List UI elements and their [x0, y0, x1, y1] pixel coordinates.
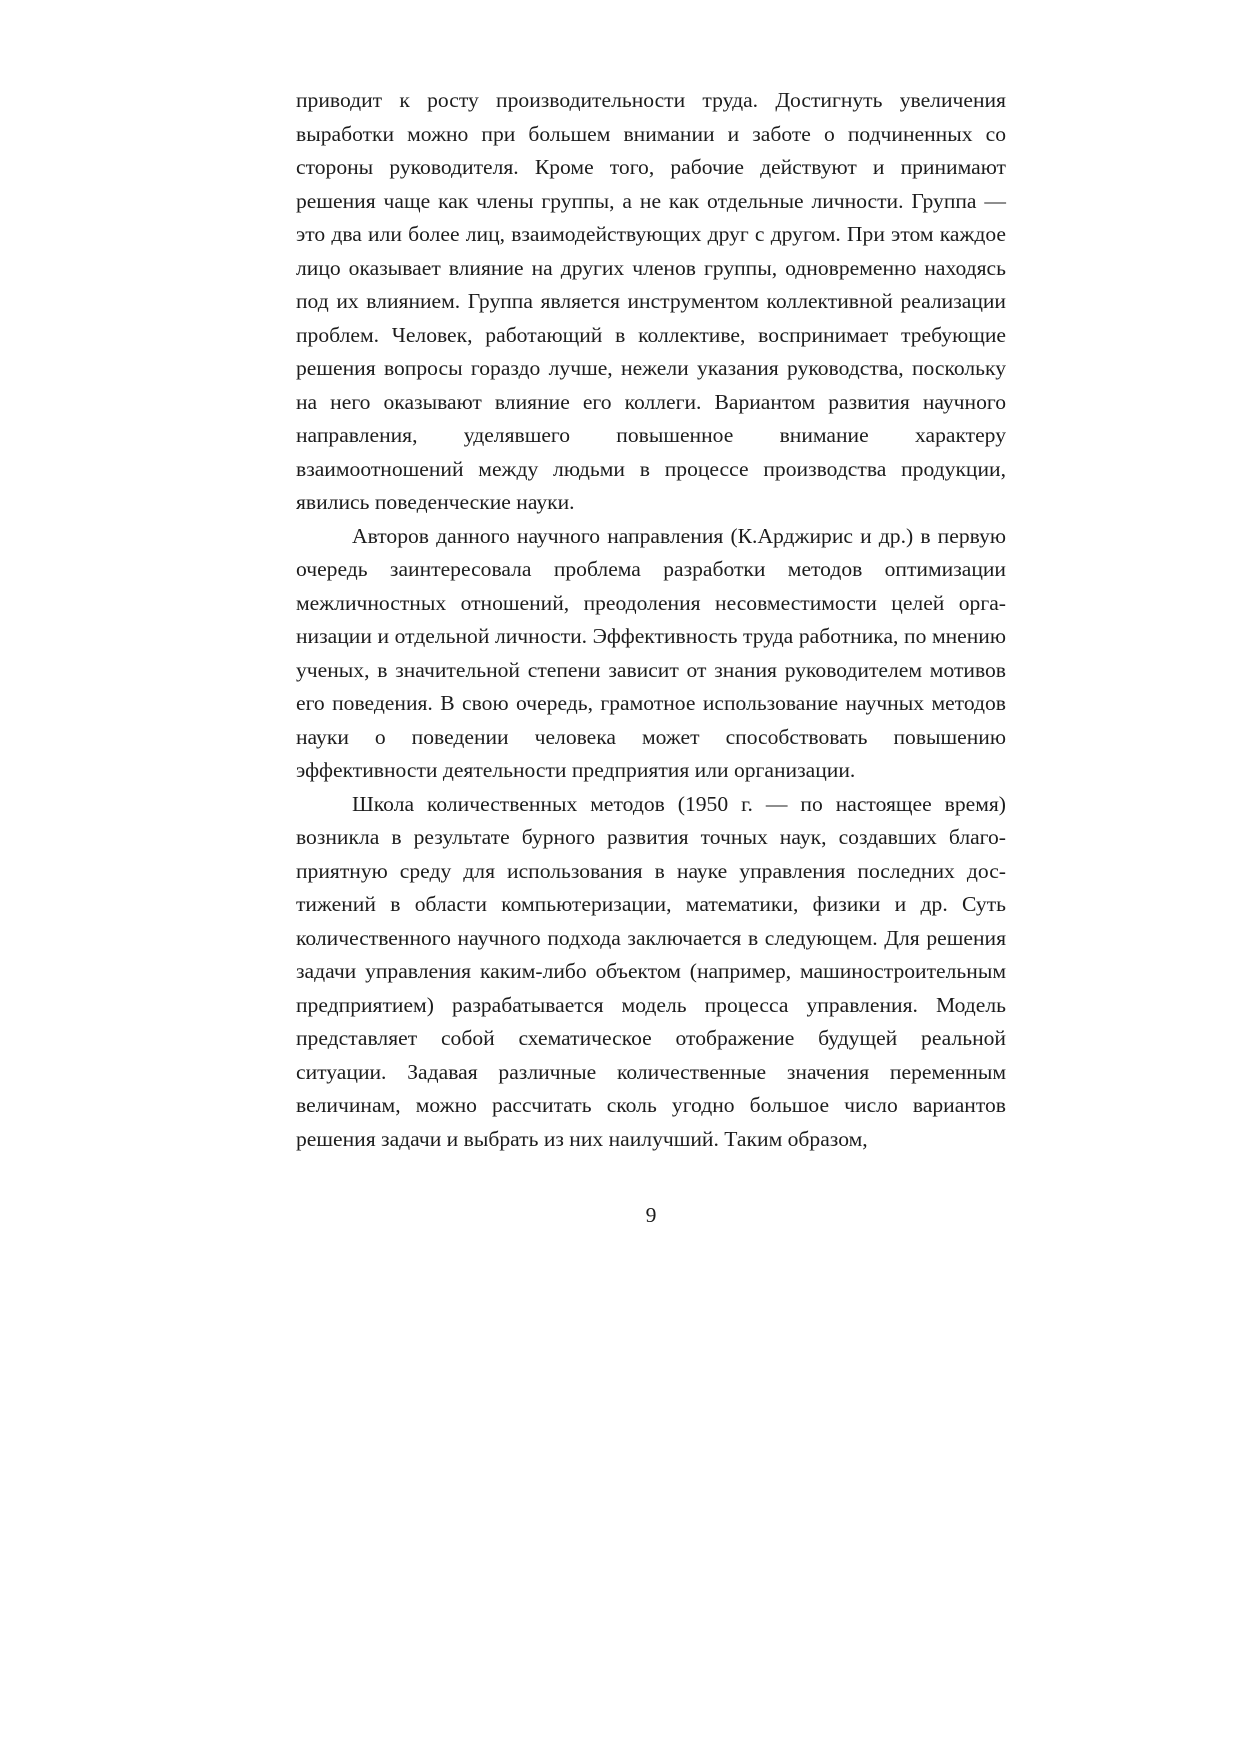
paragraph-1: приводит к росту производительности труда. Достигнуть увеличения выработки можно при большем внимании и заботе о подчиненных со стороны руководителя. Кроме того, рабочие действуют и принимают решения чаще как члены группы, а не как отдельные личности. Группа — это два или более лиц, взаимодействующих друг с другом. При этом каждое лицо оказывает влияние на других членов группы, одновременно находясь под их влиянием. Группа является инструментом коллективной реализации проблем. Человек, работающий в коллективе, воспринимает требующие решения вопросы гораздо лучше, нежели указания руководства, поскольку на него оказывают влияние его коллеги. Вариантом развития научного направления, уделявшего повышенное внимание характеру взаимоотношений между людьми в процессе производства продукции, явились поведенческие науки. [296, 88, 1006, 514]
page-number: 9 [645, 1203, 657, 1227]
paragraph-3: Школа количественных методов (1950 г. — по настоящее время) возникла в результате бурного развития точных наук, создавших благоприятную среду для использования в науке управления последних достижений в области компьютеризации, математики, физики и др. Суть количественного научного подхода заключается в следующем. Для решения задачи управления каким-либо объектом (например, машиностроительным предприятием) разрабатывается модель процесса управления. Модель представляет собой схематическое отображение будущей реальной ситуации. Задавая различные количественные значения переменным величинам, можно рассчитать сколь угодно большое число вариантов решения задачи и выбрать из них наилучший. Таким образом, [296, 791, 1006, 1151]
body-text [296, 84, 1006, 1156]
paragraph-2: Авторов данного научного направления (К.Арджирис и др.) в первую очередь заинтересовала проблема разработки методов оптимизации межличностных отношений, преодоления несовместимости целей организации и отдельной личности. Эффективность труда работника, по мнению ученых, в значительной степени зависит от знания руководителем мотивов его поведения. В свою очередь, грамотное использование научных методов науки о поведении человека может способствовать повышению эффективности деятельности предприятия или организации. [296, 523, 1006, 782]
